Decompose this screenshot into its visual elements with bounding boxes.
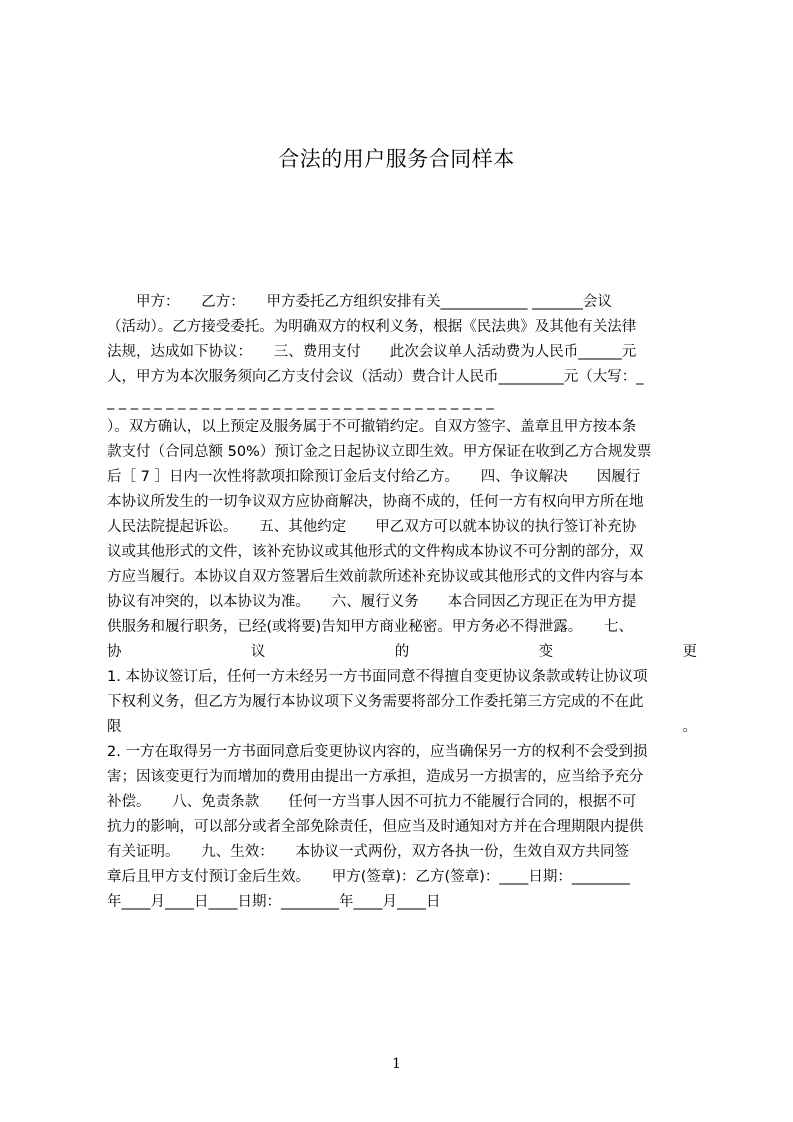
text-line: 法规，达成如下协议： 三、费用支付 此次会议单人活动费为人民币______元 <box>107 344 637 360</box>
text-line: 议或其他形式的文件，该补充协议或其他形式的文件构成本协议不可分割的部分，双 <box>107 544 644 560</box>
text-line: 人民法院提起诉讼。 五、其他约定 甲乙双方可以就本协议的执行签订补充协 <box>107 519 637 535</box>
text-line: 方应当履行。本协议自双方签署后生效前款所述补充协议或其他形式的文件内容与本 <box>107 569 644 585</box>
text-line: 有关证明。 九、生效： 本协议一式两份，双方各执一份，生效自双方共同签 <box>107 844 629 860</box>
document-title: 合法的用户服务合同样本 <box>278 147 515 171</box>
text-line: 年____月____日____日期：________年____月____日 <box>107 894 441 910</box>
text-line: 2. 一方在取得另一方书面同意后变更协议内容的，应当确保另一方的权利不会受到损 <box>107 744 648 760</box>
document-body <box>107 290 697 915</box>
text-line: 款支付（合同总额 50%）预订金之日起协议立即生效。甲方保证在收到乙方合规发票 <box>107 444 652 460</box>
text-line: 甲方： 乙方： 甲方委托乙方组织安排有关____________ _______会议 <box>107 294 612 310</box>
text-line: _ _ _ _ _ _ _ _ _ _ _ _ _ _ _ _ _ _ _ _ _ _ _ _ _ _ _ _ _ _ _ _ _ <box>107 394 494 410</box>
text-line: 供服务和履行职务，已经(或将要)告知甲方商业秘密。甲方务必不得泄露。 七、 <box>107 619 634 635</box>
limit-left: 限 <box>107 719 122 735</box>
text-line: （活动）。乙方接受委托。为明确双方的权利义务，根据《民法典》及其他有关法律 <box>107 319 637 335</box>
text-line: 后［ 7 ］日内一次性将款项扣除预订金后支付给乙方。 四、争议解决 因履行 <box>107 469 641 485</box>
text-line: 人，甲方为本次服务须向乙方支付会议（活动）费合计人民币_________元（大写：_ <box>107 369 644 385</box>
text-line: ）。双方确认，以上预定及服务属于不可撤销约定。自双方签字、盖章且甲方按本条 <box>107 419 637 435</box>
spread-char: 议 <box>250 644 266 660</box>
spread-char: 变 <box>538 644 554 660</box>
text-line-limit <box>107 715 697 740</box>
limit-right: 。 <box>682 719 697 735</box>
text-line: 抗力的影响，可以部分或者全部免除责任，但应当及时通知对方并在合理期限内提供 <box>107 819 644 835</box>
text-line: 1. 本协议签订后，任何一方未经另一方书面同意不得擅自变更协议条款或转让协议项 <box>107 669 648 685</box>
text-line: 章后且甲方支付预订金后生效。 甲方(签章)：乙方(签章)：____日期：________ <box>107 869 630 885</box>
text-line: 害；因该变更行为而增加的费用由提出一方承担，造成另一方损害的，应当给予充分 <box>107 769 644 785</box>
spread-char: 的 <box>394 644 410 660</box>
text-line: 协议有冲突的，以本协议为准。 六、履行义务 本合同因乙方现正在为甲方提 <box>107 594 637 610</box>
text-line: 本协议所发生的一切争议双方应协商解决，协商不成的，任何一方有权向甲方所在地 <box>107 494 644 510</box>
spread-char: 更 <box>682 644 697 660</box>
page-number: 1 <box>392 1056 401 1072</box>
spread-char: 协 <box>107 644 122 660</box>
text-line: 补偿。 八、免责条款 任何一方当事人因不可抗力不能履行合同的，根据不可 <box>107 794 637 810</box>
text-line-spread <box>107 640 697 665</box>
text-line: 下权利义务，但乙方为履行本协议项下义务需要将部分工作委托第三方完成的不在此 <box>107 694 644 710</box>
